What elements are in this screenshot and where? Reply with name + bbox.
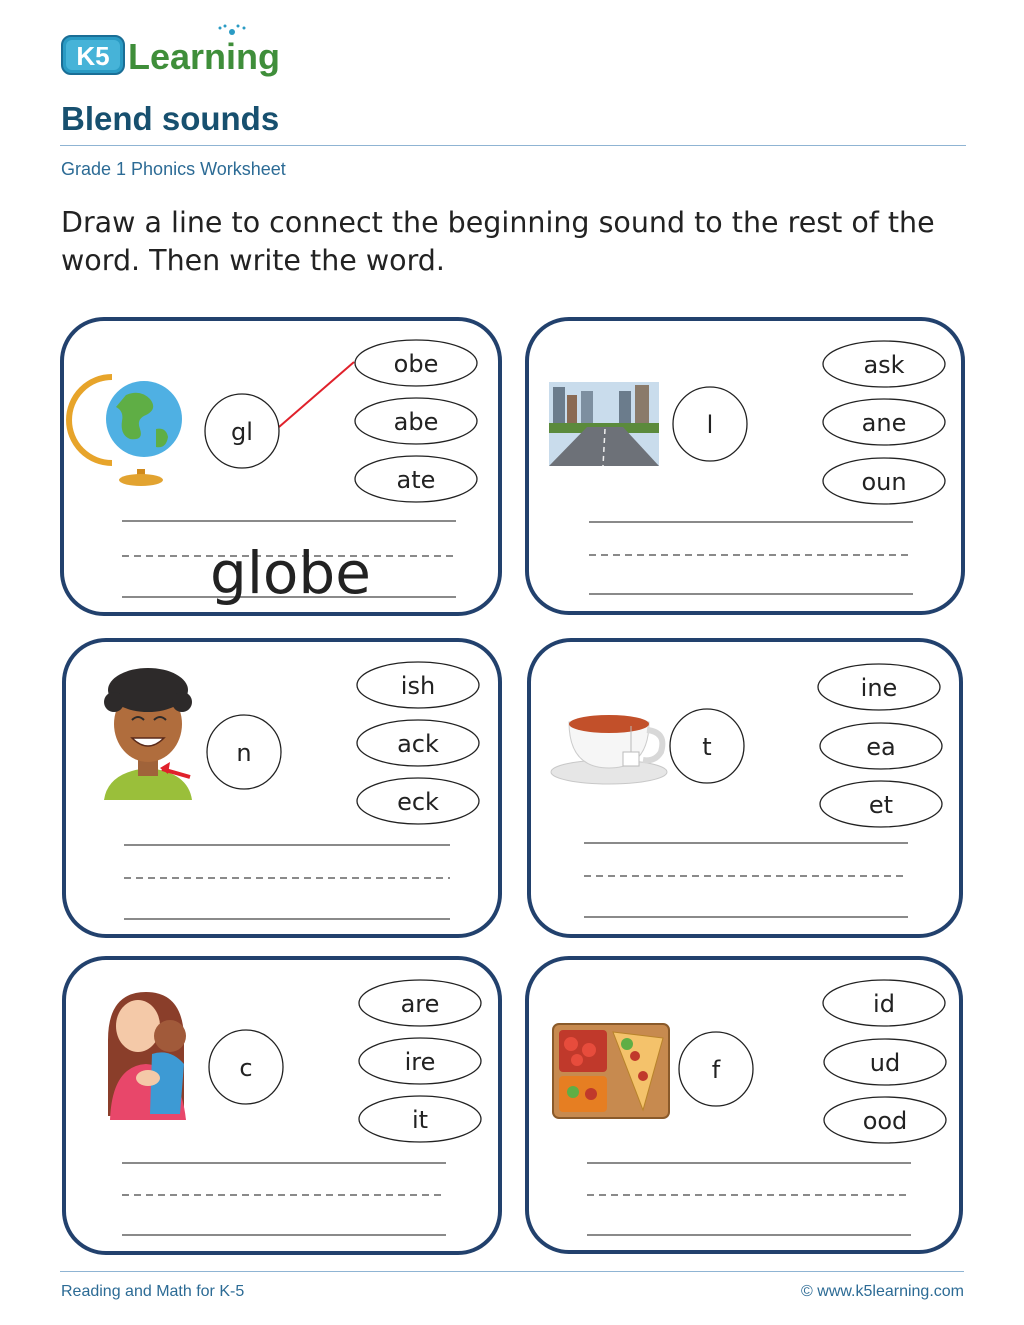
ending-option-label: it: [411, 1106, 429, 1134]
ending-option-label: ane: [861, 409, 907, 437]
beginning-sound-circle[interactable]: [670, 709, 744, 783]
beginning-sound-circle[interactable]: [207, 715, 281, 789]
exercise-panel-2: [525, 317, 965, 615]
beginning-sound-label: c: [239, 1054, 253, 1082]
writing-lines[interactable]: [122, 1163, 446, 1235]
ending-option-2[interactable]: [355, 398, 477, 444]
ending-option-label: abe: [393, 408, 439, 436]
ending-option-2[interactable]: [820, 723, 942, 769]
logo-k5-text: K5: [76, 41, 110, 71]
ending-option-label: ate: [396, 466, 436, 494]
ending-option-label: eck: [397, 788, 439, 816]
ending-option-1[interactable]: [818, 664, 940, 710]
boy-neck-picture: [104, 668, 192, 800]
ending-option-label: ish: [400, 672, 436, 700]
ending-option-1[interactable]: [355, 340, 477, 386]
ending-option-label: ud: [869, 1049, 901, 1077]
ending-option-label: oun: [861, 468, 907, 496]
ending-option-3[interactable]: [359, 1096, 481, 1142]
globe-picture: [69, 377, 182, 486]
beginning-sound-circle[interactable]: [209, 1030, 283, 1104]
city-road-picture: [549, 382, 659, 466]
beginning-sound-circle[interactable]: [679, 1032, 753, 1106]
written-answer: globe: [210, 539, 371, 607]
exercise-panel-3: [62, 638, 502, 938]
ending-option-2[interactable]: [357, 720, 479, 766]
ending-option-3[interactable]: [357, 778, 479, 824]
k5-learning-logo: [60, 24, 300, 80]
exercise-panel-4: [527, 638, 963, 938]
page-title: Blend sounds: [61, 100, 280, 137]
mother-hugging-child-picture: [108, 992, 186, 1120]
connector-line: [279, 362, 354, 427]
writing-lines[interactable]: [589, 522, 913, 594]
ending-option-label: id: [873, 990, 895, 1018]
ending-option-2[interactable]: [823, 399, 945, 445]
ending-option-label: obe: [393, 350, 439, 378]
ending-option-1[interactable]: [359, 980, 481, 1026]
writing-lines[interactable]: [124, 845, 450, 919]
instructions: Draw a line to connect the beginning sound to the rest of the word. Then write the word.: [61, 206, 935, 277]
beginning-sound-circle[interactable]: [205, 394, 279, 468]
cup-of-tea-picture: [551, 715, 667, 784]
beginning-sound-label: f: [711, 1056, 721, 1084]
ending-option-label: are: [400, 990, 440, 1018]
page-subtitle: Grade 1 Phonics Worksheet: [61, 159, 286, 179]
footer-divider: [60, 1271, 964, 1272]
exercise-panel-1: [60, 317, 502, 616]
ending-option-label: ea: [866, 733, 896, 761]
footer-website-link[interactable]: © www.k5learning.com: [801, 1283, 964, 1300]
ending-option-label: ask: [863, 351, 905, 379]
ending-option-1[interactable]: [823, 980, 945, 1026]
food-tray-picture: [553, 1024, 669, 1118]
ending-option-3[interactable]: [820, 781, 942, 827]
ending-option-2[interactable]: [359, 1038, 481, 1084]
ending-option-label: ire: [404, 1048, 436, 1076]
beginning-sound-label: gl: [231, 418, 253, 446]
ending-option-label: ack: [397, 730, 439, 758]
exercise-panel-5: [62, 956, 502, 1255]
ending-option-label: ine: [860, 674, 898, 702]
beginning-sound-label: n: [236, 739, 252, 767]
beginning-sound-label: t: [702, 733, 712, 761]
ending-option-label: ood: [862, 1107, 908, 1135]
ending-option-3[interactable]: [824, 1097, 946, 1143]
ending-option-1[interactable]: [823, 341, 945, 387]
writing-lines[interactable]: [584, 843, 908, 917]
exercise-panel-6: [525, 956, 963, 1254]
ending-option-3[interactable]: [823, 458, 945, 504]
ending-option-label: et: [868, 791, 894, 819]
beginning-sound-label: l: [706, 411, 714, 439]
header-divider: [60, 145, 966, 146]
ending-option-3[interactable]: [355, 456, 477, 502]
beginning-sound-circle[interactable]: [673, 387, 747, 461]
ending-option-1[interactable]: [357, 662, 479, 708]
logo-learning-text: Learning: [128, 36, 281, 77]
writing-lines[interactable]: [587, 1163, 911, 1235]
ending-option-2[interactable]: [824, 1039, 946, 1085]
footer-tagline: Reading and Math for K-5: [61, 1283, 245, 1300]
